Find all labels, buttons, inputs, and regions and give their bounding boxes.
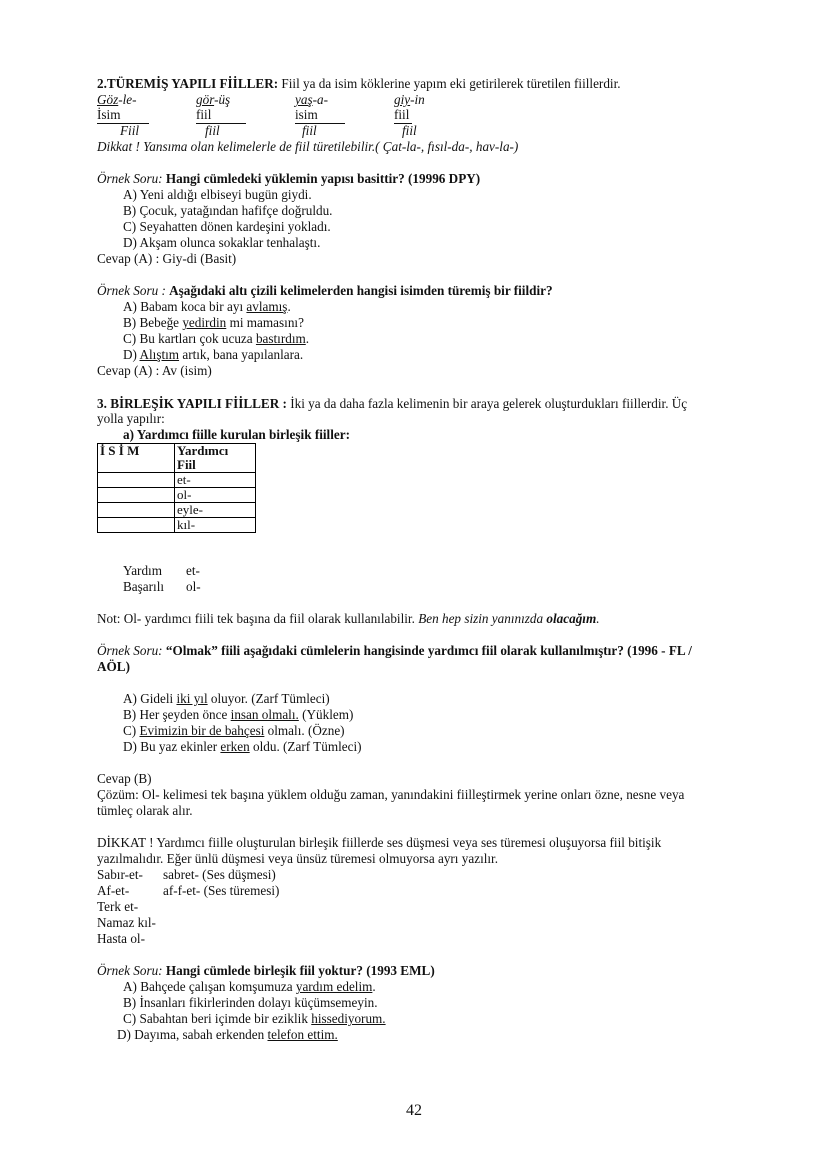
example-1-result: Fiil xyxy=(120,123,140,138)
question-4-option-b: B) İnsanları fikirlerinden dolayı küçümsemeyin. xyxy=(123,995,378,1010)
question-1 xyxy=(97,171,480,187)
question-3 xyxy=(97,643,692,659)
table-row xyxy=(98,503,256,518)
question-1-text: Hangi cümledeki yüklemin yapısı basittir? (19996 DPY) xyxy=(165,171,481,186)
table-row xyxy=(98,473,256,488)
question-4 xyxy=(97,963,435,979)
question-3-text: “Olmak” fiili aşağıdaki cümlelerin hangisinde yardımcı fiil olarak kullanılmıştır? (1996 - FL / xyxy=(165,643,692,658)
section-3-sub-a: a) Yardımcı fiille kurulan birleşik fiiller: xyxy=(123,427,350,442)
section-3-note: Not: Ol- yardımcı fiili tek başına da fiil olarak kullanılabilir. Ben hep sizin yanınızda olacağım. xyxy=(97,611,600,626)
auxiliary-verb-table xyxy=(97,443,256,533)
question-2-answer: Cevap (A) : Av (isim) xyxy=(97,363,212,378)
question-3-option-c: C) Evimizin bir de bahçesi olmalı. (Özne) xyxy=(123,723,345,738)
question-2-option-a: A) Babam koca bir ayı avlamış. xyxy=(123,299,291,314)
question-4-prefix: Örnek Soru: xyxy=(97,963,163,978)
question-2 xyxy=(97,283,553,299)
section-2-desc: Fiil ya da isim köklerine yapım eki getirilerek türetilen fiillerdir. xyxy=(281,76,621,91)
dikkat-row-3: Terk et- xyxy=(97,899,139,914)
question-1-option-c: C) Seyahatten dönen kardeşini yokladı. xyxy=(123,219,331,234)
section-3-desc: İki ya da daha fazla kelimenin bir araya gelerek oluşturdukları fiillerdir. Üç xyxy=(290,396,688,411)
question-3-option-b: B) Her şeyden önce insan olmalı. (Yüklem) xyxy=(123,707,354,722)
example-4-type: fiil xyxy=(394,107,412,124)
example-3-type: isim xyxy=(295,107,345,124)
section-3-heading xyxy=(97,396,687,412)
dikkat-row-4: Namaz kıl- xyxy=(97,915,156,930)
question-1-answer: Cevap (A) : Giy-di (Basit) xyxy=(97,251,237,266)
example-4-root: giy-in xyxy=(394,92,425,107)
compound-example-2-word: Başarılı xyxy=(123,579,165,594)
question-3-solution: Çözüm: Ol- kelimesi tek başına yüklem olduğu zaman, yanındakini fiilleştirmek yerine onları özne, nesne veya xyxy=(97,787,685,802)
dikkat-line-1: DİKKAT ! Yardımcı fiille oluşturulan birleşik fiillerde ses düşmesi veya ses türemesi oluşuyorsa fiil bitişik xyxy=(97,835,662,850)
question-2-option-b: B) Bebeğe yedirdin mi mamasını? xyxy=(123,315,304,330)
table-cell: eyle- xyxy=(175,503,256,518)
question-3-option-a: A) Gideli iki yıl oluyor. (Zarf Tümleci) xyxy=(123,691,330,706)
example-3-result: fiil xyxy=(302,123,317,138)
dikkat-line-2: yazılmalıdır. Eğer ünlü düşmesi veya ünsüz türemesi olmuyorsa ayrı yazılır. xyxy=(97,851,499,866)
section-3-title: 3. BİRLEŞİK YAPILI FİİLLER : xyxy=(97,396,287,411)
example-3-root: yaş-a- xyxy=(295,92,328,107)
question-3-answer: Cevap (B) xyxy=(97,771,152,786)
dikkat-row-1-left: Sabır-et- xyxy=(97,867,143,882)
compound-example-1-word: Yardım xyxy=(123,563,162,578)
compound-example-2-aux: ol- xyxy=(186,579,201,594)
example-2-type: fiil xyxy=(196,107,246,124)
question-3-option-d: D) Bu yaz ekinler erken oldu. (Zarf Tümleci) xyxy=(123,739,362,754)
section-2-note: Dikkat ! Yansıma olan kelimelerle de fiil türetilebilir.( Çat-la-, fısıl-da-, hav-la-) xyxy=(97,139,519,154)
question-4-text: Hangi cümlede birleşik fiil yoktur? (1993 EML) xyxy=(165,963,435,978)
table-header-row xyxy=(98,444,256,473)
dikkat-row-5: Hasta ol- xyxy=(97,931,145,946)
table-header-isim: İ S İ M xyxy=(98,444,175,473)
question-4-option-a: A) Bahçede çalışan komşumuza yardım edelim. xyxy=(123,979,376,994)
question-3-text-cont: AÖL) xyxy=(97,659,130,674)
question-2-option-d: D) Alıştım artık, bana yapılanlara. xyxy=(123,347,304,362)
table-cell: et- xyxy=(175,473,256,488)
section-2-title: 2.TÜREMİŞ YAPILI FİİLLER: xyxy=(97,76,279,91)
dikkat-row-2-left: Af-et- xyxy=(97,883,130,898)
section-3-desc-cont: yolla yapılır: xyxy=(97,411,165,426)
question-3-solution-cont: tümleç olarak alır. xyxy=(97,803,193,818)
example-2-result: fiil xyxy=(205,123,220,138)
page-number: 42 xyxy=(406,1102,422,1119)
question-4-option-d: D) Dayıma, sabah erkenden telefon ettim. xyxy=(117,1027,338,1042)
question-4-option-c: C) Sabahtan beri içimde bir eziklik hissediyorum. xyxy=(123,1011,386,1026)
example-2-root: gör-üş xyxy=(196,92,231,107)
compound-example-1-aux: et- xyxy=(186,563,200,578)
table-cell: ol- xyxy=(175,488,256,503)
example-1-root: Göz-le- xyxy=(97,92,137,107)
question-1-option-b: B) Çocuk, yatağından hafifçe doğruldu. xyxy=(123,203,333,218)
table-row xyxy=(98,488,256,503)
dikkat-row-1-right: sabret- (Ses düşmesi) xyxy=(163,867,276,882)
table-row xyxy=(98,518,256,533)
question-3-prefix: Örnek Soru: xyxy=(97,643,163,658)
example-4-result: fiil xyxy=(402,123,417,138)
question-1-prefix: Örnek Soru: xyxy=(97,171,163,186)
question-1-option-d: D) Akşam olunca sokaklar tenhalaştı. xyxy=(123,235,321,250)
question-1-option-a: A) Yeni aldığı elbiseyi bugün giydi. xyxy=(123,187,312,202)
question-2-text: Aşağıdaki altı çizili kelimelerden hangisi isimden türemiş bir fiildir? xyxy=(169,283,553,298)
question-2-prefix: Örnek Soru : xyxy=(97,283,166,298)
question-2-option-c: C) Bu kartları çok ucuza bastırdım. xyxy=(123,331,310,346)
dikkat-row-2-right: af-f-et- (Ses türemesi) xyxy=(163,883,280,898)
table-cell: kıl- xyxy=(175,518,256,533)
table-header-yardimci: Yardımcı Fiil xyxy=(175,444,256,473)
section-2-heading xyxy=(97,76,621,92)
example-1-type: İsim xyxy=(97,107,149,124)
